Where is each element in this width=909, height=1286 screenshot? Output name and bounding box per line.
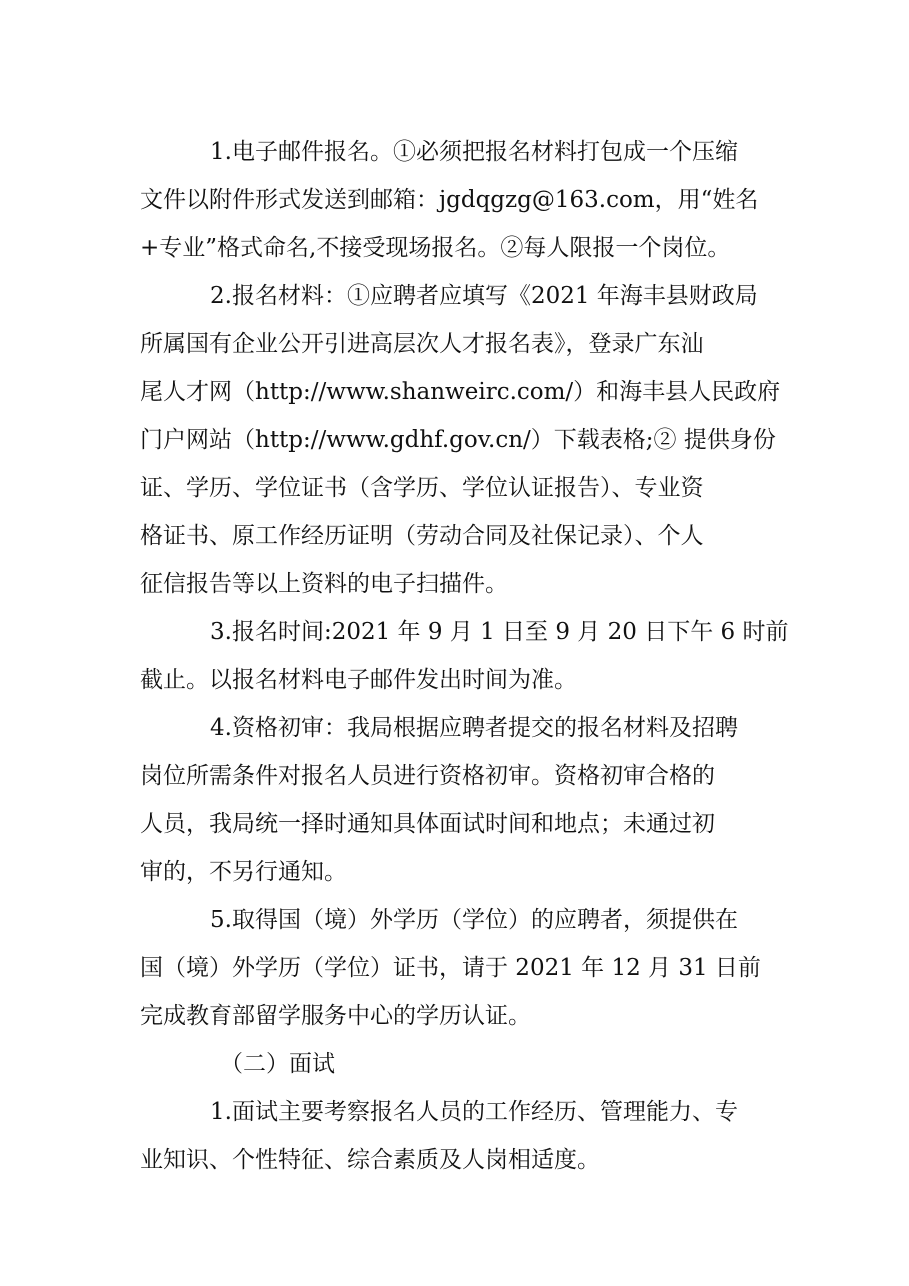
paragraph-2-line-4: 门户网站（http://www.gdhf.gov.cn/）下载表格;② 提供身份 bbox=[140, 427, 776, 453]
paragraph-4-line-4: 审的，不另行通知。 bbox=[140, 859, 347, 885]
paragraph-2-line-7: 征信报告等以上资料的电子扫描件。 bbox=[140, 571, 508, 597]
document-body bbox=[140, 128, 789, 1184]
paragraph-4-line-3: 人员，我局统一择时通知具体面试时间和地点；未通过初 bbox=[140, 811, 715, 837]
paragraph-5-line-2: 国（境）外学历（学位）证书，请于 2021 年 12 月 31 日前 bbox=[140, 955, 761, 981]
paragraph-5-line-3: 完成教育部留学服务中心的学历认证。 bbox=[140, 1003, 531, 1029]
paragraph-2-line-1: 2.报名材料：①应聘者应填写《2021 年海丰县财政局 bbox=[210, 283, 758, 309]
paragraph-4-line-2: 岗位所需条件对报名人员进行资格初审。资格初审合格的 bbox=[140, 763, 715, 789]
paragraph-2-line-3: 尾人才网（http://www.shanweirc.com/）和海丰县人民政府 bbox=[140, 379, 781, 405]
section-heading-interview: （二）面试 bbox=[220, 1051, 335, 1077]
paragraph-1-line-1: 1.电子邮件报名。①必须把报名材料打包成一个压缩 bbox=[210, 139, 738, 165]
paragraph-3-line-1: 3.报名时间:2021 年 9 月 1 日至 9 月 20 日下午 6 时前 bbox=[210, 619, 789, 645]
paragraph-2-line-6: 格证书、原工作经历证明（劳动合同及社保记录）、个人 bbox=[140, 523, 704, 549]
paragraph-1-line-2: 文件以附件形式发送到邮箱：jgdqgzg@163.com，用“姓名 bbox=[140, 187, 759, 213]
paragraph-5-line-1: 5.取得国（境）外学历（学位）的应聘者，须提供在 bbox=[210, 907, 738, 933]
paragraph-1-line-3: +专业”格式命名,不接受现场报名。②每人限报一个岗位。 bbox=[140, 235, 731, 261]
paragraph-2-line-2: 所属国有企业公开引进高层次人才报名表》，登录广东汕 bbox=[140, 331, 704, 357]
paragraph-6-line-1: 1.面试主要考察报名人员的工作经历、管理能力、专 bbox=[210, 1099, 738, 1125]
paragraph-4-line-1: 4.资格初审：我局根据应聘者提交的报名材料及招聘 bbox=[210, 715, 738, 741]
paragraph-3-line-2: 截止。以报名材料电子邮件发出时间为准。 bbox=[140, 667, 577, 693]
paragraph-2-line-5: 证、学历、学位证书（含学历、学位认证报告）、专业资 bbox=[140, 475, 704, 501]
paragraph-6-line-2: 业知识、个性特征、综合素质及人岗相适度。 bbox=[140, 1147, 600, 1173]
